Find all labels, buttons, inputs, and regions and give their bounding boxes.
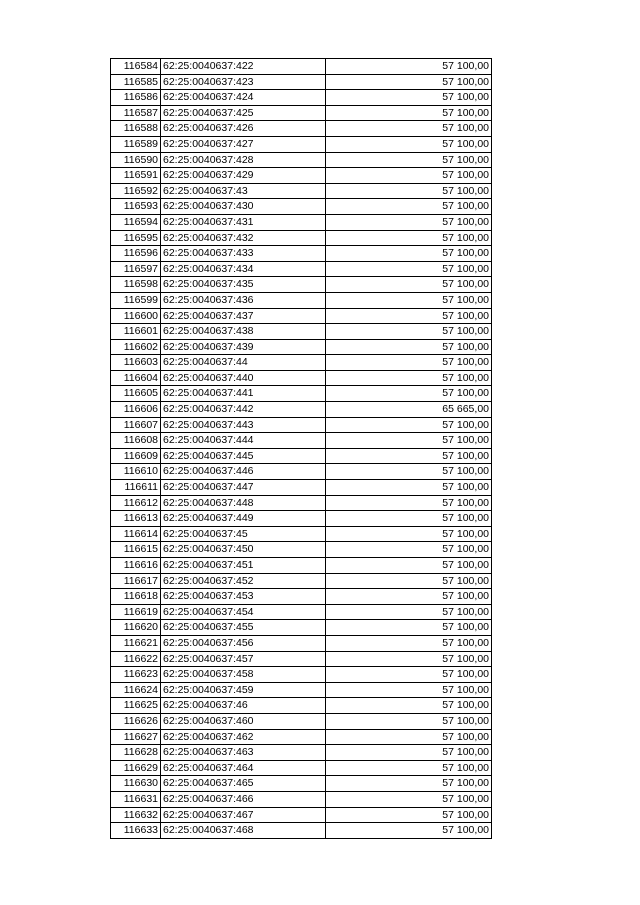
cadastral-number-cell: 62:25:0040637:464 [161,760,326,776]
table-row [111,199,492,215]
row-number-cell: 116612 [111,495,161,511]
cadastral-number-cell: 62:25:0040637:443 [161,417,326,433]
value-cell: 57 100,00 [326,464,492,480]
value-cell: 57 100,00 [326,292,492,308]
row-number-cell: 116621 [111,635,161,651]
row-number-cell: 116594 [111,214,161,230]
row-number-cell: 116602 [111,339,161,355]
value-cell: 57 100,00 [326,370,492,386]
row-number-cell: 116597 [111,261,161,277]
value-cell: 57 100,00 [326,651,492,667]
table-row [111,308,492,324]
row-number-cell: 116625 [111,698,161,714]
table-row [111,121,492,137]
cadastral-number-cell: 62:25:0040637:422 [161,59,326,75]
row-number-cell: 116590 [111,152,161,168]
cadastral-number-cell: 62:25:0040637:425 [161,105,326,121]
cadastral-number-cell: 62:25:0040637:431 [161,214,326,230]
table-row [111,620,492,636]
cadastral-number-cell: 62:25:0040637:462 [161,729,326,745]
table-row [111,698,492,714]
value-cell: 57 100,00 [326,729,492,745]
value-cell: 57 100,00 [326,136,492,152]
cadastral-number-cell: 62:25:0040637:448 [161,495,326,511]
cadastral-number-cell: 62:25:0040637:439 [161,339,326,355]
cadastral-number-cell: 62:25:0040637:454 [161,604,326,620]
value-cell: 57 100,00 [326,760,492,776]
value-cell: 57 100,00 [326,168,492,184]
table-row [111,402,492,418]
value-cell: 57 100,00 [326,589,492,605]
table-row [111,277,492,293]
row-number-cell: 116618 [111,589,161,605]
table-row [111,635,492,651]
value-cell: 57 100,00 [326,355,492,371]
table-row [111,246,492,262]
value-cell: 57 100,00 [326,713,492,729]
cadastral-number-cell: 62:25:0040637:45 [161,526,326,542]
cadastral-number-cell: 62:25:0040637:453 [161,589,326,605]
value-cell: 57 100,00 [326,183,492,199]
value-cell: 57 100,00 [326,448,492,464]
value-cell: 57 100,00 [326,386,492,402]
table-row [111,183,492,199]
row-number-cell: 116632 [111,807,161,823]
value-cell: 57 100,00 [326,277,492,293]
table-row [111,604,492,620]
table-body [111,59,492,839]
cadastral-number-cell: 62:25:0040637:447 [161,480,326,496]
row-number-cell: 116593 [111,199,161,215]
table-row [111,526,492,542]
table-row [111,589,492,605]
value-cell: 57 100,00 [326,230,492,246]
cadastral-number-cell: 62:25:0040637:445 [161,448,326,464]
cadastral-number-cell: 62:25:0040637:465 [161,776,326,792]
cadastral-number-cell: 62:25:0040637:449 [161,511,326,527]
cadastral-number-cell: 62:25:0040637:432 [161,230,326,246]
row-number-cell: 116588 [111,121,161,137]
table-row [111,573,492,589]
row-number-cell: 116591 [111,168,161,184]
value-cell: 57 100,00 [326,339,492,355]
row-number-cell: 116629 [111,760,161,776]
table-row [111,386,492,402]
value-cell: 57 100,00 [326,495,492,511]
row-number-cell: 116614 [111,526,161,542]
table-row [111,651,492,667]
cadastral-number-cell: 62:25:0040637:430 [161,199,326,215]
value-cell: 57 100,00 [326,791,492,807]
cadastral-number-cell: 62:25:0040637:429 [161,168,326,184]
cadastral-number-cell: 62:25:0040637:427 [161,136,326,152]
value-cell: 57 100,00 [326,152,492,168]
value-cell: 57 100,00 [326,417,492,433]
value-cell: 57 100,00 [326,573,492,589]
cadastral-number-cell: 62:25:0040637:452 [161,573,326,589]
table-row [111,495,492,511]
cadastral-number-cell: 62:25:0040637:43 [161,183,326,199]
table-row [111,105,492,121]
value-cell: 57 100,00 [326,511,492,527]
cadastral-number-cell: 62:25:0040637:435 [161,277,326,293]
row-number-cell: 116631 [111,791,161,807]
cadastral-number-cell: 62:25:0040637:438 [161,324,326,340]
row-number-cell: 116615 [111,542,161,558]
row-number-cell: 116603 [111,355,161,371]
row-number-cell: 116611 [111,480,161,496]
table-row [111,729,492,745]
value-cell: 57 100,00 [326,480,492,496]
table-row [111,417,492,433]
value-cell: 57 100,00 [326,667,492,683]
row-number-cell: 116606 [111,402,161,418]
table-row [111,760,492,776]
value-cell: 57 100,00 [326,604,492,620]
cadastral-number-cell: 62:25:0040637:437 [161,308,326,324]
table-row [111,74,492,90]
cadastral-number-cell: 62:25:0040637:433 [161,246,326,262]
value-cell: 57 100,00 [326,776,492,792]
row-number-cell: 116599 [111,292,161,308]
value-cell: 57 100,00 [326,433,492,449]
table-row [111,136,492,152]
table-row [111,339,492,355]
cadastral-number-cell: 62:25:0040637:455 [161,620,326,636]
table-row [111,667,492,683]
row-number-cell: 116616 [111,558,161,574]
cadastral-number-cell: 62:25:0040637:456 [161,635,326,651]
table-row [111,261,492,277]
row-number-cell: 116624 [111,682,161,698]
cadastral-number-cell: 62:25:0040637:426 [161,121,326,137]
cadastral-number-cell: 62:25:0040637:444 [161,433,326,449]
cadastral-number-cell: 62:25:0040637:467 [161,807,326,823]
value-cell: 57 100,00 [326,74,492,90]
cadastral-value-table [110,58,492,839]
row-number-cell: 116584 [111,59,161,75]
value-cell: 57 100,00 [326,261,492,277]
row-number-cell: 116589 [111,136,161,152]
cadastral-number-cell: 62:25:0040637:450 [161,542,326,558]
cadastral-number-cell: 62:25:0040637:468 [161,823,326,839]
table-row [111,230,492,246]
value-cell: 57 100,00 [326,526,492,542]
value-cell: 57 100,00 [326,745,492,761]
cadastral-number-cell: 62:25:0040637:451 [161,558,326,574]
table-row [111,791,492,807]
table-row [111,168,492,184]
row-number-cell: 116601 [111,324,161,340]
value-cell: 57 100,00 [326,199,492,215]
value-cell: 57 100,00 [326,620,492,636]
table-row [111,713,492,729]
row-number-cell: 116595 [111,230,161,246]
table-row [111,511,492,527]
value-cell: 57 100,00 [326,121,492,137]
row-number-cell: 116607 [111,417,161,433]
table-row [111,324,492,340]
value-cell: 57 100,00 [326,214,492,230]
table-row [111,480,492,496]
row-number-cell: 116587 [111,105,161,121]
cadastral-number-cell: 62:25:0040637:424 [161,90,326,106]
value-cell: 57 100,00 [326,558,492,574]
row-number-cell: 116627 [111,729,161,745]
table-row [111,355,492,371]
cadastral-number-cell: 62:25:0040637:466 [161,791,326,807]
cadastral-number-cell: 62:25:0040637:44 [161,355,326,371]
document-page [110,58,491,839]
cadastral-number-cell: 62:25:0040637:46 [161,698,326,714]
table-row [111,152,492,168]
row-number-cell: 116613 [111,511,161,527]
row-number-cell: 116628 [111,745,161,761]
value-cell: 57 100,00 [326,324,492,340]
row-number-cell: 116586 [111,90,161,106]
row-number-cell: 116619 [111,604,161,620]
value-cell: 65 665,00 [326,402,492,418]
table-row [111,823,492,839]
table-row [111,682,492,698]
value-cell: 57 100,00 [326,105,492,121]
table-row [111,90,492,106]
row-number-cell: 116633 [111,823,161,839]
value-cell: 57 100,00 [326,90,492,106]
value-cell: 57 100,00 [326,807,492,823]
cadastral-number-cell: 62:25:0040637:440 [161,370,326,386]
row-number-cell: 116630 [111,776,161,792]
table-row [111,776,492,792]
row-number-cell: 116623 [111,667,161,683]
table-row [111,542,492,558]
value-cell: 57 100,00 [326,635,492,651]
table-row [111,448,492,464]
row-number-cell: 116598 [111,277,161,293]
cadastral-number-cell: 62:25:0040637:460 [161,713,326,729]
cadastral-number-cell: 62:25:0040637:441 [161,386,326,402]
table-row [111,433,492,449]
row-number-cell: 116604 [111,370,161,386]
value-cell: 57 100,00 [326,823,492,839]
row-number-cell: 116605 [111,386,161,402]
row-number-cell: 116617 [111,573,161,589]
row-number-cell: 116609 [111,448,161,464]
row-number-cell: 116626 [111,713,161,729]
row-number-cell: 116608 [111,433,161,449]
table-row [111,464,492,480]
cadastral-number-cell: 62:25:0040637:457 [161,651,326,667]
table-row [111,807,492,823]
value-cell: 57 100,00 [326,682,492,698]
row-number-cell: 116596 [111,246,161,262]
row-number-cell: 116610 [111,464,161,480]
value-cell: 57 100,00 [326,698,492,714]
row-number-cell: 116600 [111,308,161,324]
row-number-cell: 116585 [111,74,161,90]
cadastral-number-cell: 62:25:0040637:459 [161,682,326,698]
cadastral-number-cell: 62:25:0040637:458 [161,667,326,683]
cadastral-number-cell: 62:25:0040637:434 [161,261,326,277]
row-number-cell: 116620 [111,620,161,636]
cadastral-number-cell: 62:25:0040637:442 [161,402,326,418]
table-row [111,558,492,574]
cadastral-number-cell: 62:25:0040637:436 [161,292,326,308]
cadastral-number-cell: 62:25:0040637:463 [161,745,326,761]
table-row [111,292,492,308]
row-number-cell: 116622 [111,651,161,667]
table-row [111,370,492,386]
table-row [111,59,492,75]
cadastral-number-cell: 62:25:0040637:446 [161,464,326,480]
value-cell: 57 100,00 [326,246,492,262]
table-row [111,214,492,230]
value-cell: 57 100,00 [326,542,492,558]
value-cell: 57 100,00 [326,308,492,324]
row-number-cell: 116592 [111,183,161,199]
cadastral-number-cell: 62:25:0040637:423 [161,74,326,90]
table-row [111,745,492,761]
cadastral-number-cell: 62:25:0040637:428 [161,152,326,168]
value-cell: 57 100,00 [326,59,492,75]
